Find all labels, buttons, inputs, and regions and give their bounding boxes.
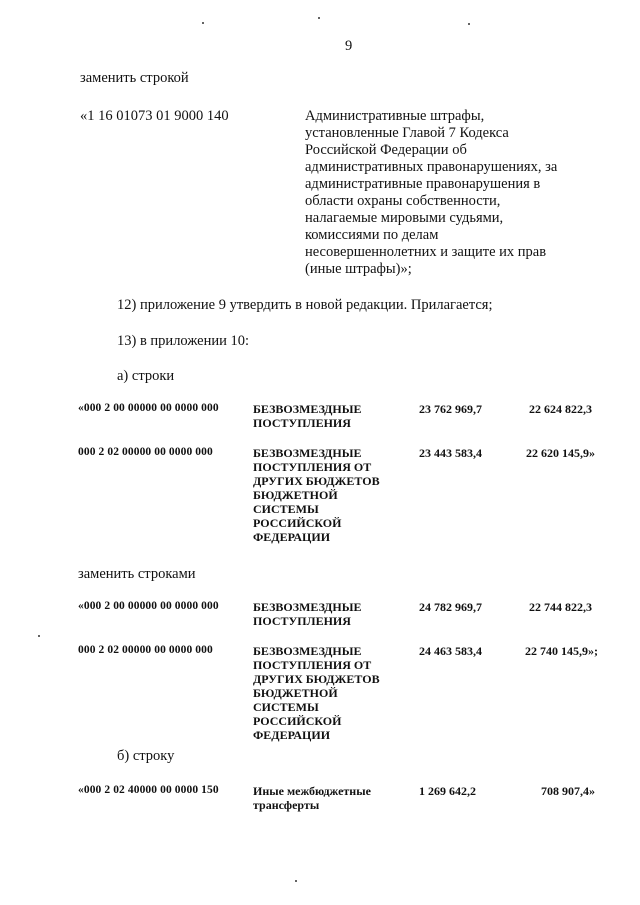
row-name-line: РОССИЙСКОЙ [253, 516, 342, 530]
row-value-2: 22 624 822,3 [529, 402, 592, 416]
row-name-line: БЕЗВОЗМЕЗДНЫЕ [253, 446, 362, 460]
description-line: административных правонарушениях, за [305, 159, 558, 175]
paragraph-12: 12) приложение 9 утвердить в новой редакции. Прилагается; [117, 297, 493, 313]
sub-b-label: б) строку [117, 748, 175, 764]
description-line: налагаемые мировыми судьями, [305, 210, 504, 226]
row-name-line: ДРУГИХ БЮДЖЕТОВ [253, 672, 380, 686]
scan-speck [318, 17, 320, 19]
row-name-line: РОССИЙСКОЙ [253, 714, 342, 728]
row-name-line: Иные межбюджетные [253, 784, 371, 798]
row-value-2: 708 907,4» [541, 784, 595, 798]
row-name-line: ПОСТУПЛЕНИЯ [253, 614, 351, 628]
row-name [253, 644, 380, 742]
description-line: области охраны собственности, [305, 193, 501, 209]
paragraph-13: 13) в приложении 10: [117, 333, 250, 349]
row-value-1: 24 463 583,4 [419, 644, 482, 658]
row-name [253, 446, 380, 544]
row-name-line: ДРУГИХ БЮДЖЕТОВ [253, 474, 380, 488]
scan-speck [38, 635, 40, 637]
description-line: Административные штрафы, [305, 108, 485, 124]
row-name [253, 784, 371, 812]
scan-speck [468, 23, 470, 25]
row-name-line: ПОСТУПЛЕНИЯ ОТ [253, 658, 372, 672]
description-line: административные правонарушения в [305, 176, 541, 192]
row-name-line: БЮДЖЕТНОЙ [253, 686, 338, 700]
sub-a-label: а) строки [117, 368, 175, 384]
replace-with-lines-label: заменить строками [78, 566, 196, 582]
row-code: «000 2 00 00000 00 0000 000 [78, 402, 219, 414]
description-line: Российской Федерации об [305, 142, 467, 158]
scan-speck [202, 22, 204, 24]
page-number: 9 [345, 38, 353, 54]
row-name-line: БЮДЖЕТНОЙ [253, 488, 338, 502]
row-code: 000 2 02 00000 00 0000 000 [78, 446, 213, 458]
row-name-line: ФЕДЕРАЦИИ [253, 530, 331, 544]
row-name-line: ФЕДЕРАЦИИ [253, 728, 331, 742]
row-name-line: трансферты [253, 798, 320, 812]
row-name-line: ПОСТУПЛЕНИЯ ОТ [253, 460, 372, 474]
row-name [253, 600, 362, 628]
row-value-2: 22 744 822,3 [529, 600, 592, 614]
description-line: комиссиями по делам [305, 227, 439, 243]
description-line: (иные штрафы)»; [305, 261, 412, 277]
row-value-1: 23 762 969,7 [419, 402, 482, 416]
row-value-2: 22 740 145,9»; [525, 644, 598, 658]
scan-speck [295, 880, 297, 882]
description-line: установленные Главой 7 Кодекса [305, 125, 509, 141]
row-name-line: БЕЗВОЗМЕЗДНЫЕ [253, 600, 362, 614]
row-value-1: 23 443 583,4 [419, 446, 482, 460]
row-value-2: 22 620 145,9» [526, 446, 595, 460]
row-name-line: БЕЗВОЗМЕЗДНЫЕ [253, 402, 362, 416]
row-code: 000 2 02 00000 00 0000 000 [78, 644, 213, 656]
row-name-line: БЕЗВОЗМЕЗДНЫЕ [253, 644, 362, 658]
replace-with-line-label: заменить строкой [80, 70, 189, 86]
row-code: «000 2 02 40000 00 0000 150 [78, 784, 219, 796]
row-code: «000 2 00 00000 00 0000 000 [78, 600, 219, 612]
row-name-line: СИСТЕМЫ [253, 700, 319, 714]
description-line: несовершеннолетних и защите их прав [305, 244, 547, 260]
row-name-line: СИСТЕМЫ [253, 502, 319, 516]
row-name [253, 402, 362, 430]
item-1-16-description [305, 108, 605, 278]
row-name-line: ПОСТУПЛЕНИЯ [253, 416, 351, 430]
row-value-1: 24 782 969,7 [419, 600, 482, 614]
row-value-1: 1 269 642,2 [419, 784, 476, 798]
code-1-16: «1 16 01073 01 9000 140 [80, 108, 229, 124]
